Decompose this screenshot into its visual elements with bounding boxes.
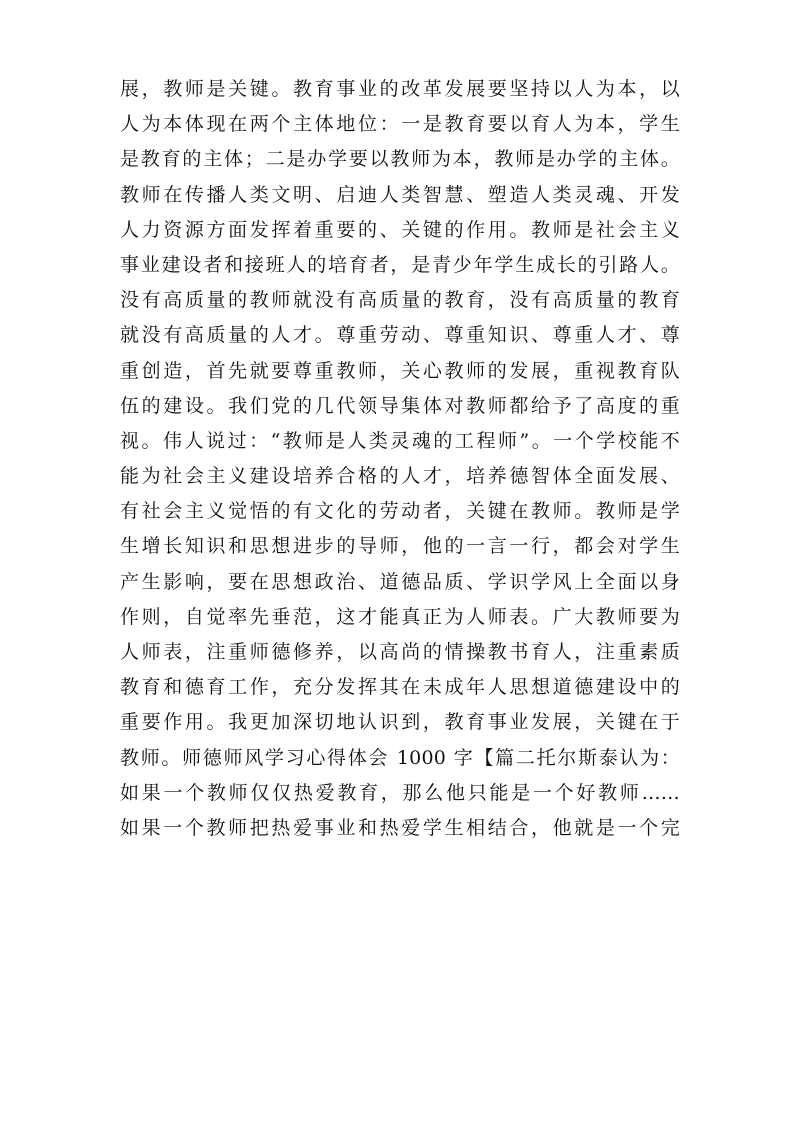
text-line: 人力资源方面发挥着重要的、关键的作用。教师是社会主义 [120, 218, 680, 241]
text-line: 教育和德育工作，充分发挥其在未成年人思想道德建设中的 [120, 676, 680, 699]
text-line: 产生影响，要在思想政治、道德品质、学识学风上全面以身 [120, 570, 680, 593]
text-line: 重创造，首先就要尊重教师，关心教师的发展，重视教育队 [120, 359, 680, 382]
text-line: 视。伟人说过：“教师是人类灵魂的工程师”。一个学校能不 [120, 429, 680, 452]
body-text [120, 72, 680, 846]
text-line: 重要作用。我更加深切地认识到，教育事业发展，关键在于 [120, 711, 680, 734]
text-line: 教师。师德师风学习心得体会 1000 字【篇二托尔斯泰认为： [120, 746, 680, 769]
text-line: 有社会主义觉悟的有文化的劳动者，关键在教师。教师是学 [120, 500, 680, 523]
text-line: 展，教师是关键。教育事业的改革发展要坚持以人为本，以 [120, 78, 680, 100]
text-line: 没有高质量的教师就没有高质量的教育，没有高质量的教育 [120, 289, 680, 312]
text-line: 人师表，注重师德修养，以高尚的情操教书育人，注重素质 [120, 641, 680, 663]
text-line: 伍的建设。我们党的几代领导集体对教师都给予了高度的重 [120, 394, 680, 417]
text-line: 就没有高质量的人才。尊重劳动、尊重知识、尊重人才、尊 [120, 324, 680, 347]
text-line: 如果一个教师把热爱事业和热爱学生相结合，他就是一个完 [120, 816, 680, 839]
text-line: 事业建设者和接班人的培育者，是青少年学生成长的引路人。 [120, 253, 680, 276]
text-line: 作则，自觉率先垂范，这才能真正为人师表。广大教师要为 [120, 605, 680, 628]
text-line: 是教育的主体；二是办学要以教师为本，教师是办学的主体。 [120, 148, 680, 171]
text-line: 教师在传播人类文明、启迪人类智慧、塑造人类灵魂、开发 [120, 183, 680, 206]
text-line: 能为社会主义建设培养合格的人才，培养德智体全面发展、 [120, 465, 680, 488]
text-line: 生增长知识和思想进步的导师，他的一言一行，都会对学生 [120, 535, 680, 558]
text-line: 如果一个教师仅仅热爱教育，那么他只能是一个好教师…… [120, 781, 680, 804]
text-line: 人为本体现在两个主体地位：一是教育要以育人为本，学生 [120, 113, 680, 136]
